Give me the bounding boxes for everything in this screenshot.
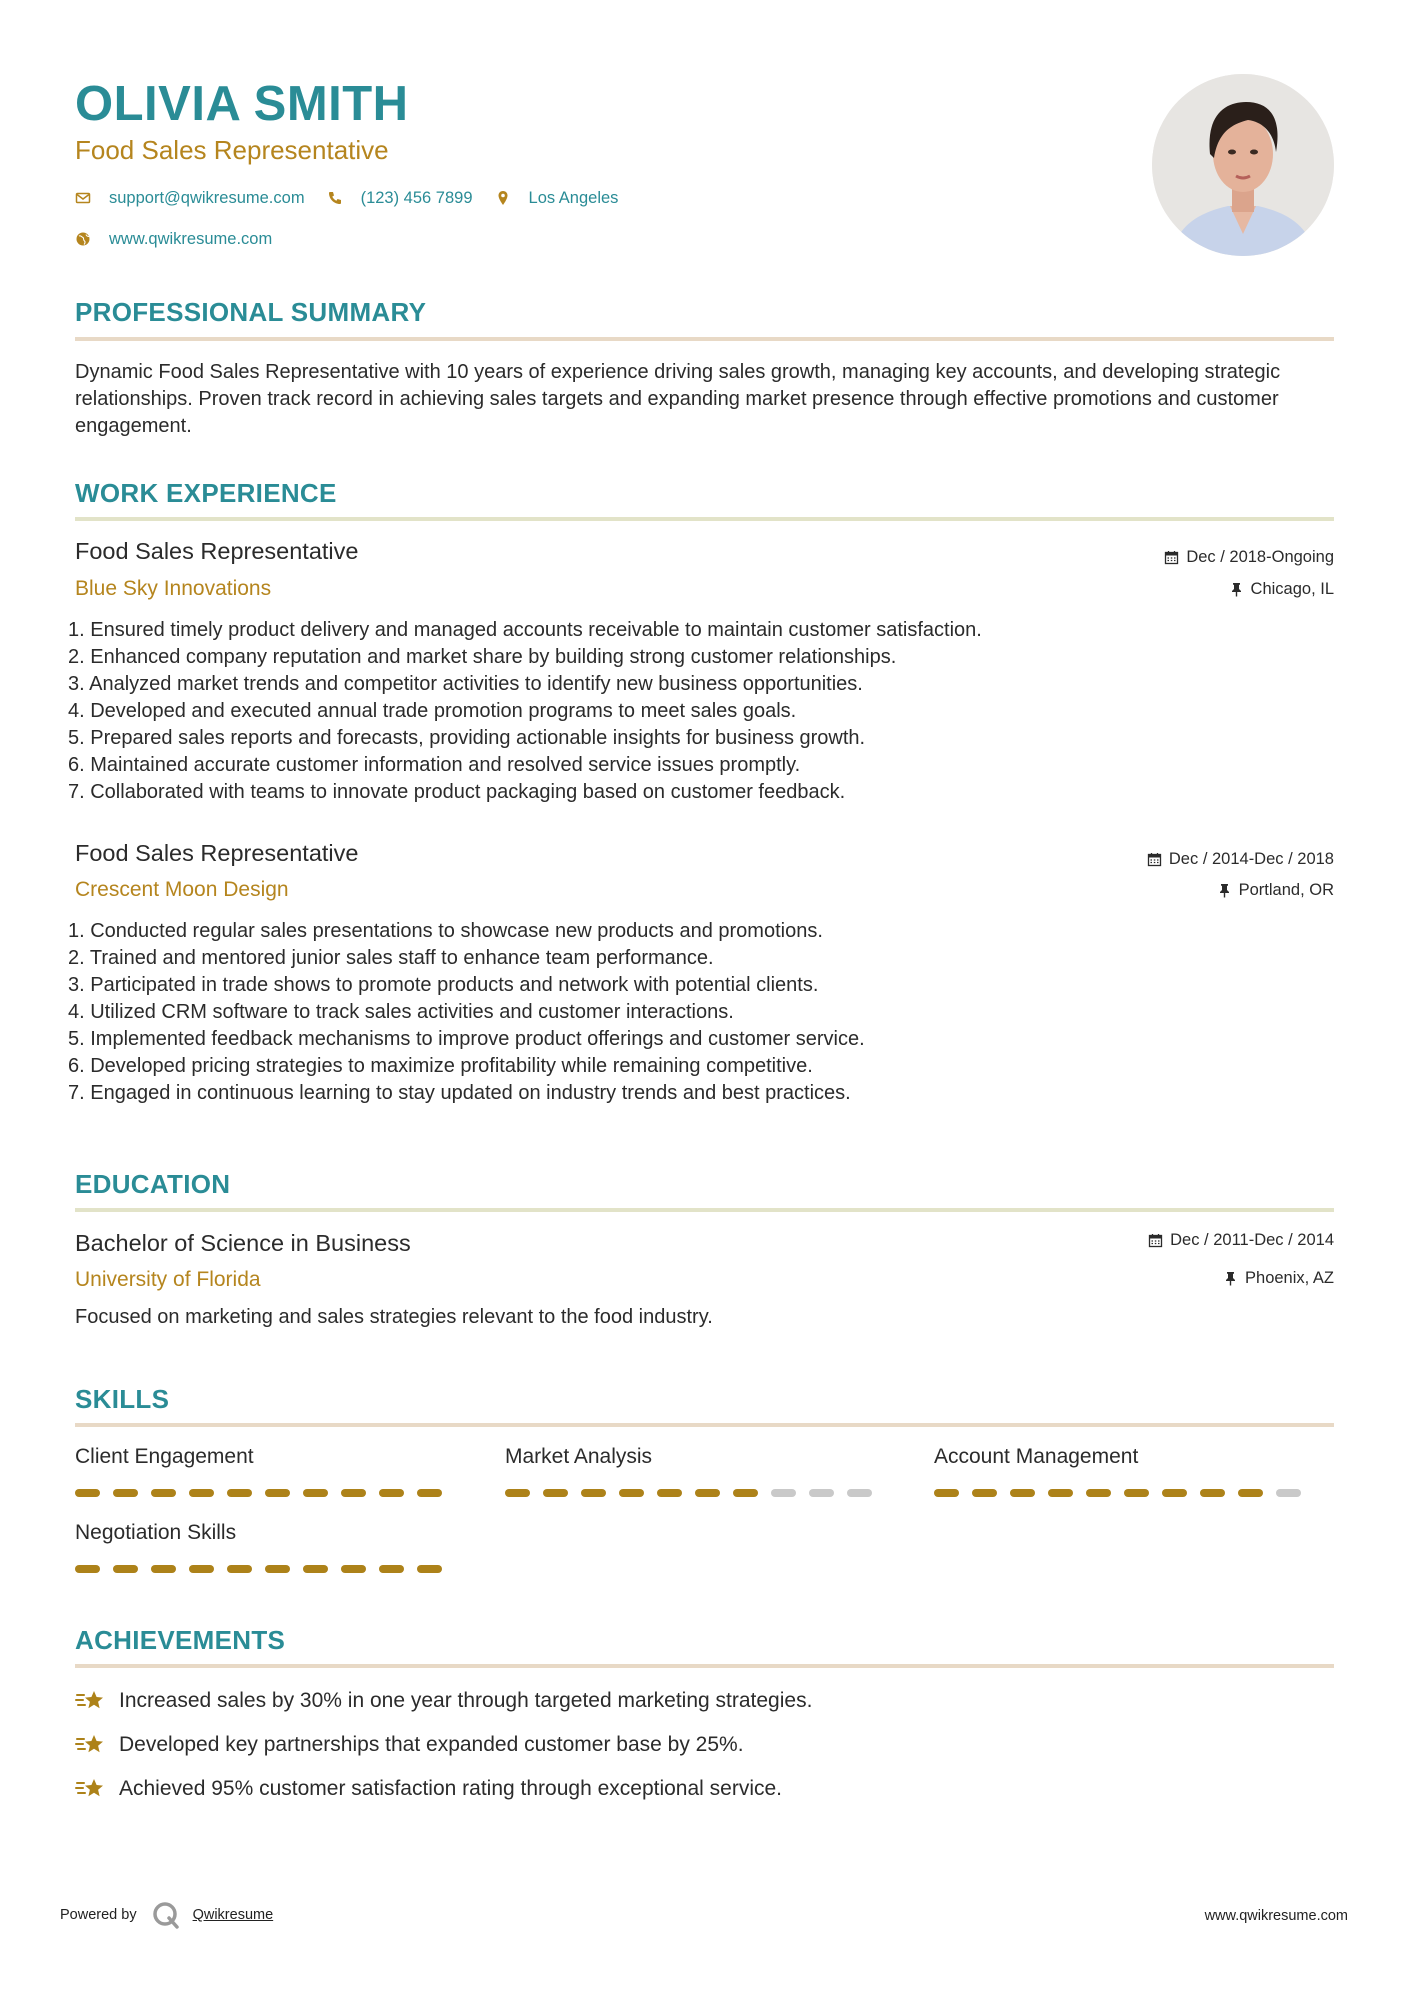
list-item: 3. Participated in trade shows to promote products and network with potential clients. [68, 974, 819, 996]
skill-item [75, 1521, 455, 1573]
qwikresume-link[interactable]: Qwikresume [192, 1907, 274, 1923]
skill-dash-filled [1124, 1489, 1149, 1497]
skill-dash-filled [75, 1565, 100, 1573]
footer-website-link[interactable]: www.qwikresume.com [1204, 1908, 1348, 1924]
section-title-summary: PROFESSIONAL SUMMARY [75, 297, 427, 327]
skill-dash-filled [657, 1489, 682, 1497]
section-title-education: EDUCATION [75, 1169, 231, 1199]
skill-item [934, 1445, 1314, 1497]
globe-icon [75, 231, 91, 247]
pushpin-icon [1223, 1271, 1238, 1286]
list-item: 2. Enhanced company reputation and market share by building strong customer relationships. [68, 646, 897, 668]
skill-name: Client Engagement [75, 1445, 254, 1468]
contact-row-primary [75, 186, 640, 210]
skill-dash-filled [265, 1565, 290, 1573]
list-item: 1. Ensured timely product delivery and managed accounts receivable to maintain customer satisfaction. [68, 619, 982, 641]
company-name: Crescent Moon Design [75, 878, 289, 901]
skill-dash-filled [1048, 1489, 1073, 1497]
pushpin-icon [1229, 582, 1244, 597]
email-text: support@qwikresume.com [109, 188, 305, 207]
job-dates-text: Dec / 2018-Ongoing [1186, 548, 1334, 566]
footer-powered-by [60, 1900, 273, 1930]
skill-dash-filled [151, 1489, 176, 1497]
envelope-icon [75, 190, 91, 206]
list-item: 6. Developed pricing strategies to maximize profitability while remaining competitive. [68, 1055, 813, 1077]
list-item: 1. Conducted regular sales presentations to showcase new products and promotions. [68, 920, 823, 942]
education-dates [1148, 1231, 1334, 1250]
candidate-title: Food Sales Representative [75, 135, 389, 165]
skill-dash-empty [809, 1489, 834, 1497]
list-item: 7. Collaborated with teams to innovate product packaging based on customer feedback. [68, 781, 846, 803]
job-bullet-list [68, 918, 1338, 1107]
job-dates [1147, 850, 1334, 869]
list-item: 7. Engaged in continuous learning to stay updated on industry trends and best practices. [68, 1082, 851, 1104]
skill-item [505, 1445, 885, 1497]
map-pin-icon [495, 190, 511, 206]
skill-dash-filled [265, 1489, 290, 1497]
phone-text: (123) 456 7899 [360, 188, 473, 207]
powered-by-label: Powered by [60, 1907, 137, 1923]
phone-icon [327, 190, 343, 206]
education-location [1223, 1269, 1334, 1288]
skill-dash-filled [1238, 1489, 1263, 1497]
skill-dash-filled [619, 1489, 644, 1497]
section-title-work: WORK EXPERIENCE [75, 478, 337, 508]
skill-name: Negotiation Skills [75, 1521, 237, 1544]
achievement-item [75, 1731, 744, 1759]
skill-dash-filled [75, 1489, 100, 1497]
job-location [1229, 580, 1334, 599]
skill-dash-filled [227, 1565, 252, 1573]
degree-title: Bachelor of Science in Business [75, 1230, 411, 1256]
skill-dash-empty [847, 1489, 872, 1497]
skill-dash-filled [189, 1489, 214, 1497]
job-title: Food Sales Representative [75, 840, 359, 866]
list-item: 5. Prepared sales reports and forecasts, providing actionable insights for business growth. [68, 727, 866, 749]
shooting-star-icon [75, 1775, 107, 1803]
education-dates-text: Dec / 2011-Dec / 2014 [1170, 1231, 1334, 1249]
shooting-star-icon [75, 1731, 107, 1759]
section-divider [75, 1208, 1334, 1212]
section-divider [75, 337, 1334, 341]
job-location [1217, 881, 1334, 900]
company-name: Blue Sky Innovations [75, 577, 272, 600]
skill-dash-filled [113, 1489, 138, 1497]
skill-dash-filled [581, 1489, 606, 1497]
skill-dash-filled [113, 1565, 138, 1573]
skill-name: Account Management [934, 1445, 1139, 1468]
skill-dash-filled [1010, 1489, 1035, 1497]
skill-dash-filled [379, 1489, 404, 1497]
job-location-text: Chicago, IL [1250, 580, 1334, 598]
skill-dash-filled [151, 1565, 176, 1573]
list-item: 2. Trained and mentored junior sales staff to enhance team performance. [68, 947, 714, 969]
candidate-name: OLIVIA SMITH [75, 77, 409, 131]
skill-dash-filled [543, 1489, 568, 1497]
skill-dash-filled [1200, 1489, 1225, 1497]
contact-location [495, 189, 619, 208]
contact-email[interactable] [75, 189, 305, 208]
skill-dash-filled [189, 1565, 214, 1573]
achievement-text: Developed key partnerships that expanded customer base by 25%. [119, 1733, 744, 1756]
skill-dash-filled [417, 1565, 442, 1573]
education-description: Focused on marketing and sales strategies relevant to the food industry. [75, 1306, 713, 1328]
skill-name: Market Analysis [505, 1445, 653, 1468]
skill-dash-filled [934, 1489, 959, 1497]
section-title-skills: SKILLS [75, 1384, 170, 1414]
skill-dash-filled [417, 1489, 442, 1497]
pushpin-icon [1217, 883, 1232, 898]
list-item: 5. Implemented feedback mechanisms to improve product offerings and customer service. [68, 1028, 865, 1050]
shooting-star-icon [75, 1687, 107, 1715]
skill-dash-empty [1276, 1489, 1301, 1497]
skill-level-meter [75, 1565, 455, 1573]
contact-row-secondary [75, 227, 294, 251]
achievement-text: Achieved 95% customer satisfaction rating through exceptional service. [119, 1777, 783, 1800]
calendar-icon [1164, 550, 1179, 565]
section-title-achievements: ACHIEVEMENTS [75, 1625, 286, 1655]
calendar-icon [1148, 1233, 1163, 1248]
job-title: Food Sales Representative [75, 538, 359, 564]
contact-phone[interactable] [327, 189, 473, 208]
achievement-item [75, 1775, 782, 1803]
achievement-text: Increased sales by 30% in one year through targeted marketing strategies. [119, 1689, 813, 1712]
skill-dash-filled [379, 1565, 404, 1573]
website-text: www.qwikresume.com [109, 229, 273, 248]
job-dates-text: Dec / 2014-Dec / 2018 [1168, 850, 1334, 868]
skill-dash-filled [972, 1489, 997, 1497]
calendar-icon [1147, 852, 1162, 867]
section-divider [75, 1423, 1334, 1427]
skill-dash-empty [771, 1489, 796, 1497]
summary-text: Dynamic Food Sales Representative with 10 years of experience driving sales growth, managing key accounts, and developing strategic relationships. Proven track record in achieving sales targets and expanding market presence through effective promotions and customer engagement. [75, 361, 1281, 437]
skill-dash-filled [733, 1489, 758, 1497]
qwikresume-logo-icon [151, 1900, 181, 1930]
job-dates [1164, 548, 1334, 567]
skill-dash-filled [227, 1489, 252, 1497]
skill-dash-filled [341, 1565, 366, 1573]
skill-dash-filled [341, 1489, 366, 1497]
profile-photo [1152, 74, 1334, 256]
skill-level-meter [505, 1489, 885, 1497]
list-item: 4. Developed and executed annual trade promotion programs to meet sales goals. [68, 700, 797, 722]
skill-dash-filled [505, 1489, 530, 1497]
skill-dash-filled [695, 1489, 720, 1497]
skill-level-meter [934, 1489, 1314, 1497]
job-location-text: Portland, OR [1238, 881, 1334, 899]
skill-dash-filled [303, 1489, 328, 1497]
achievement-item [75, 1687, 812, 1715]
skill-dash-filled [1086, 1489, 1111, 1497]
contact-website[interactable] [75, 230, 272, 249]
section-divider [75, 517, 1334, 521]
school-name: University of Florida [75, 1268, 261, 1291]
skill-dash-filled [1162, 1489, 1187, 1497]
skill-level-meter [75, 1489, 455, 1497]
list-item: 6. Maintained accurate customer information and resolved service issues promptly. [68, 754, 801, 776]
skill-dash-filled [303, 1565, 328, 1573]
education-location-text: Phoenix, AZ [1245, 1269, 1334, 1287]
list-item: 3. Analyzed market trends and competitor activities to identify new business opportunities. [68, 673, 863, 695]
location-text: Los Angeles [528, 188, 619, 207]
list-item: 4. Utilized CRM software to track sales activities and customer interactions. [68, 1001, 734, 1023]
section-divider [75, 1664, 1334, 1668]
job-bullet-list [68, 617, 1338, 806]
skill-item [75, 1445, 455, 1497]
